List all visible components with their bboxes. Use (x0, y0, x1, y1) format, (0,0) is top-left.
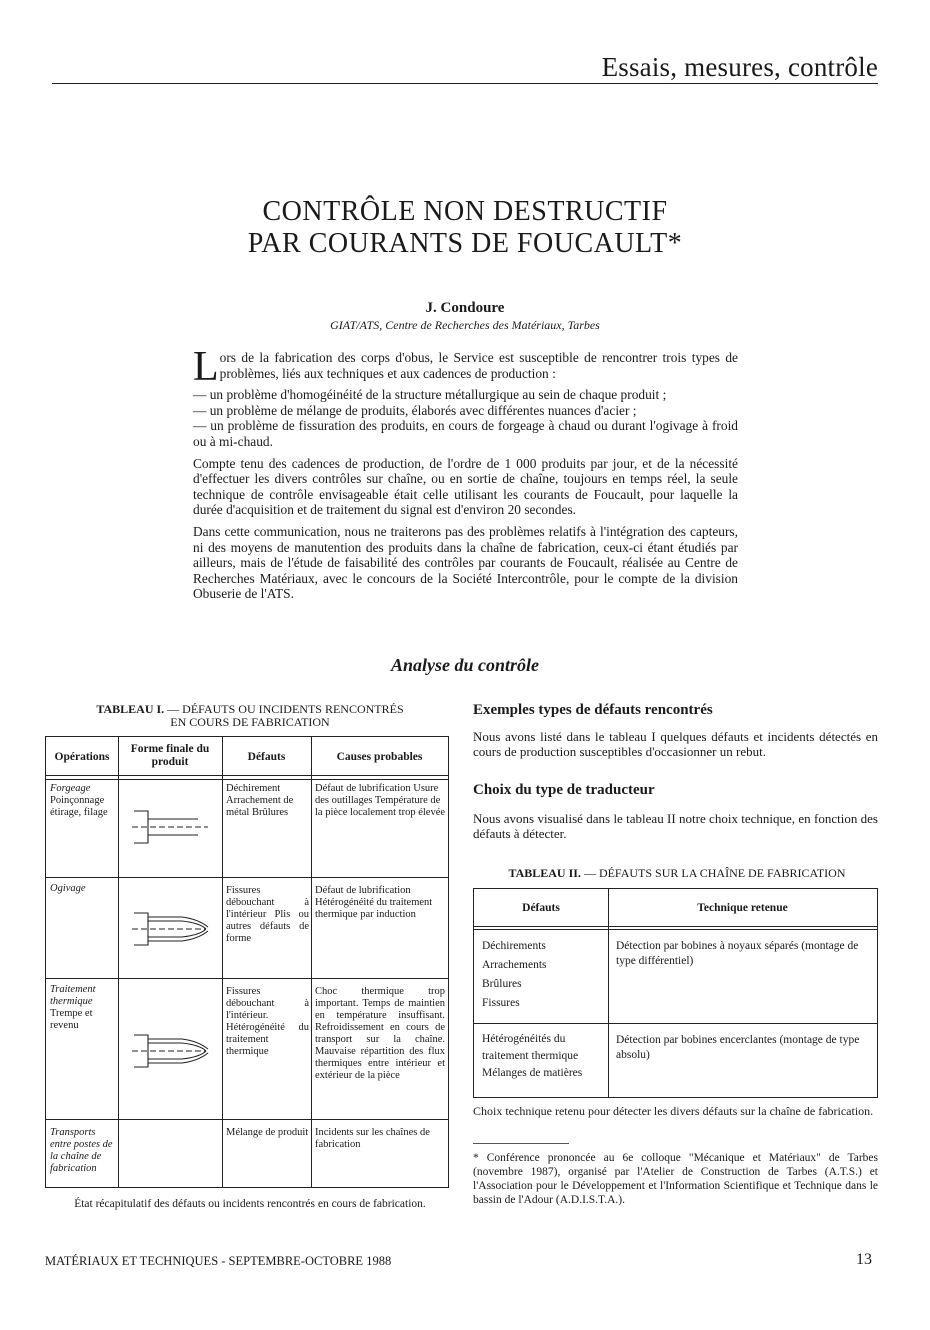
table1 (45, 736, 449, 1188)
table2-header-rule (474, 926, 877, 927)
table2-divider (608, 889, 609, 1097)
table1-header-rule (46, 775, 448, 776)
table2-caption-text: — DÉFAUTS SUR LA CHAÎNE DE FABRICATION (580, 866, 846, 880)
table1-caption-line2: EN COURS DE FABRICATION (170, 715, 330, 729)
author: J. Condoure (425, 300, 505, 316)
title-line-2: PAR COURANTS DE FOUCAULT* (247, 228, 683, 259)
table1-row-rule (46, 978, 448, 979)
defect-item: Brûlures (482, 978, 522, 990)
operation-name: Forgeage (50, 783, 91, 794)
journal-footer: MATÉRIAUX ET TECHNIQUES - SEPTEMBRE-OCTOBRE 1988 (45, 1254, 392, 1268)
table1-caption-label: TABLEAU I. (96, 702, 165, 716)
defect-item: Hétérogénéités du traitement thermique (482, 1033, 579, 1062)
table1-footnote: État récapitulatif des défauts ou incidents rencontrés en cours de fabrication. (74, 1198, 426, 1210)
heading-defect-examples: Exemples types de défauts rencontrés (473, 702, 713, 718)
footnote-rule (473, 1143, 569, 1144)
table2-note: Choix technique retenu pour détecter les divers défauts sur la chaîne de fabrication. (473, 1104, 874, 1118)
table1-row2-operation: Ogivage (50, 883, 86, 894)
intro-paragraph-2: Compte tenu des cadences de production, de l'ordre de 1 000 produits par jour, et de la nécessité d'effectuer les divers contrôles sur chaîne, ou en sortie de chaîne, toujours en temps réel, la seule technique de contrôle envisageable était celle utilisant les courants de Foucault, pour laquelle la durée d'acquisition et de traitement du signal est d'environ 20 secondes. (193, 455, 738, 518)
problem-item-2: — un problème de mélange de produits, élaborés avec différentes nuances d'acier ; (193, 402, 637, 418)
table1-row1-operation (50, 783, 116, 819)
table2-row-rule (474, 1023, 877, 1024)
ogived-shell-shape-icon (130, 909, 210, 949)
table2-row2-technique: Détection par bobines encerclantes (montage de type absolu) (616, 1034, 860, 1061)
table1-row3-defauts: Fissures débouchant à l'intérieur. Hétérogénéité du traitement thermique (226, 986, 309, 1057)
table1-header-forme: Forme finale du produit (130, 743, 210, 768)
table1-row3-causes: Choc thermique trop important. Temps de maintien en température insuffisant. Refroidissement en cours de transport sur la chaîne. Mauvaise répartition des flux thermiques entre intérieur et extérieur de la pièce (315, 986, 445, 1081)
affiliation: GIAT/ATS, Centre de Recherches des Matériaux, Tarbes (330, 318, 600, 332)
table1-header-operations: Opérations (54, 751, 110, 763)
paragraph-sensor-choice: Nous avons visualisé dans le tableau II notre choix technique, en fonction des défauts à détecter. (473, 811, 878, 841)
problem-item-1: — un problème d'homogéinéité de la structure métallurgique au sein de chaque produit ; (193, 387, 667, 403)
table1-caption-line1: — DÉFAUTS OU INCIDENTS RENCONTRÉS (164, 702, 404, 716)
table1-row-rule (46, 877, 448, 878)
section-heading-analysis: Analyse du contrôle (390, 655, 539, 675)
page-number: 13 (856, 1251, 872, 1268)
table1-header-defauts: Défauts (247, 751, 286, 763)
table1-row4-causes: Incidents sur les chaînes de fabrication (315, 1127, 430, 1150)
drop-cap: L (193, 344, 219, 390)
intro-p1-text: ors de la fabrication des corps d'obus, le Service est susceptible de rencontrer trois types de problèmes, liés aux techniques et aux cadences de production : (219, 350, 738, 381)
conference-footnote: * Conférence prononcée au 6e colloque "Mécanique et Matériaux" de Tarbes (novembre 1987), organisé par l'Atelier de Construction de Tarbes (A.T.S.) et l'Association pour le Développement et l'Information Scientifique et Technique dans le bassin de l'Adour (A.D.I.S.T.A.). (473, 1152, 878, 1206)
table1-row4-defauts: Mélange de produit (226, 1127, 309, 1138)
table2-caption (475, 866, 879, 881)
table1-header-causes: Causes probables (336, 751, 423, 763)
problem-item-3: — un problème de fissuration des produits, en cours de forgeage à chaud ou durant l'ogivage à froid ou à mi-chaud. (193, 418, 738, 449)
table2-caption-label: TABLEAU II. (508, 866, 581, 880)
table1-row4-operation: Transports entre postes de la chaîne de fabrication (50, 1127, 113, 1174)
table1-row2-causes: Défaut de lubrification Hétérogénéité du traitement thermique par induction (315, 885, 433, 920)
table2-row2-defauts (482, 1031, 606, 1082)
table2-header-defauts: Défauts (522, 902, 560, 914)
heat-treated-shell-shape-icon (130, 1031, 210, 1071)
intro-text (193, 344, 738, 608)
section-header: Essais, mesures, contrôle (601, 52, 878, 82)
operation-name: Traitement thermique (50, 984, 96, 1007)
table1-row1-causes: Défaut de lubrification Usure des outillages Température de la pièce localement trop élevée (315, 783, 446, 818)
article-title (0, 196, 930, 260)
defect-item: Fissures (482, 997, 520, 1009)
table1-row3-operation (50, 984, 116, 1032)
intro-paragraph-1 (193, 344, 738, 390)
defect-item: Arrachements (482, 959, 547, 971)
table1-row2-defauts: Fissures débouchant à l'intérieur Plis ou autres défauts de forme (226, 885, 309, 944)
table2-header-technique: Technique retenue (697, 902, 788, 914)
defect-item: Mélanges de matières (482, 1067, 583, 1079)
defect-item: Déchirements (482, 940, 546, 952)
operation-detail: Poinçonnage étirage, filage (50, 795, 108, 818)
operation-detail: Trempe et revenu (50, 1008, 93, 1031)
title-line-1: CONTRÔLE NON DESTRUCTIF (262, 196, 668, 227)
table1-row1-defauts: Déchirement Arrachement de métal Brûlures (226, 783, 294, 818)
table1-caption (45, 703, 455, 729)
table1-row-rule (46, 1119, 448, 1120)
table2-header-rule (474, 929, 877, 930)
intro-paragraph-3: Dans cette communication, nous ne traiterons pas des problèmes relatifs à l'intégration des capteurs, ni des moyens de manutention des produits dans la chaîne de fabrication, ceux-ci étant étudiés par ailleurs, mais de l'étude de faisabilité des contrôles par courants de Foucault, réalisée au Centre de Recherches Matériaux, avec le concours de la Société Intercontrôle, pour le compte de la division Obuserie de l'ATS. (193, 523, 738, 602)
table2-row1-defauts (482, 937, 606, 1013)
header-rule (52, 83, 878, 84)
paragraph-defect-examples: Nous avons listé dans le tableau I quelques défauts et incidents détectés en cours de production susceptibles d'occasionner un rebut. (473, 729, 878, 759)
table2-row1-technique: Détection par bobines à noyaux séparés (montage de type différentiel) (616, 940, 859, 967)
heading-sensor-choice: Choix du type de traducteur (473, 782, 655, 798)
table1-header-rule (46, 779, 448, 780)
forged-shell-shape-icon (130, 807, 210, 847)
table2 (473, 888, 878, 1098)
